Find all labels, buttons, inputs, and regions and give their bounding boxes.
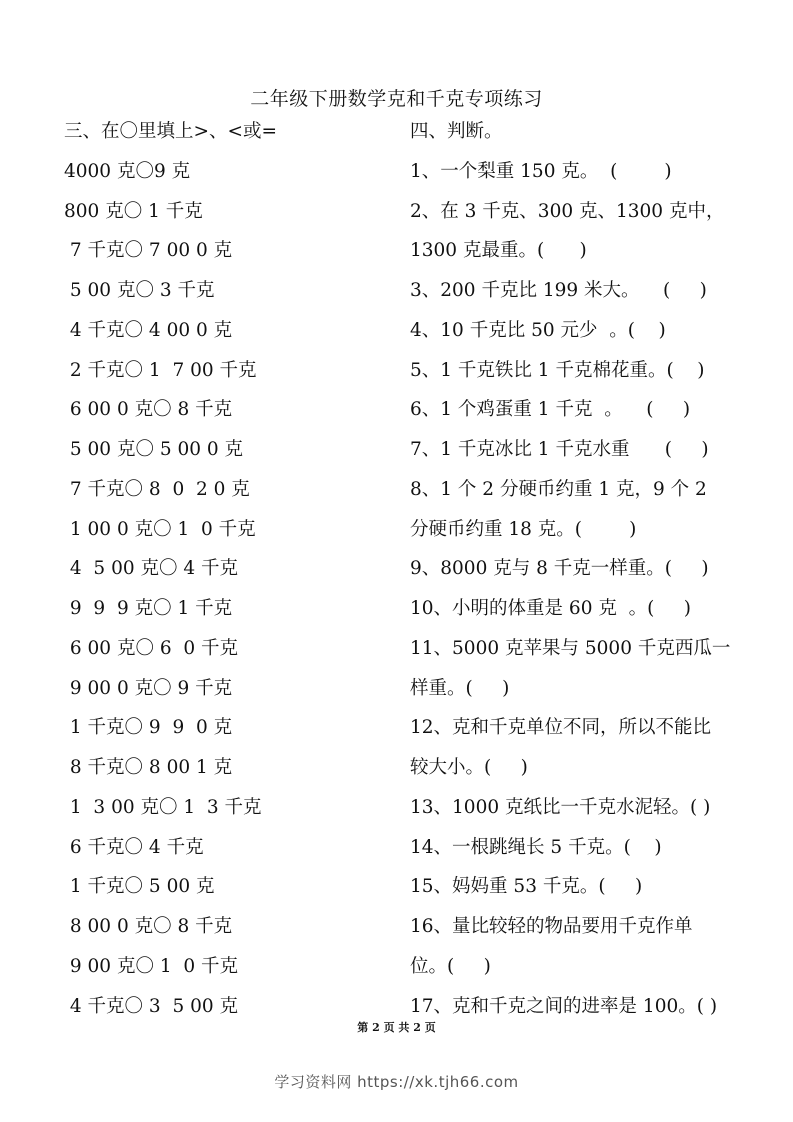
judge-item: 1、一个梨重 150 克。 ( ) [410, 160, 672, 182]
compare-item: 6 千克〇 4 千克 [64, 836, 204, 858]
judge-item: 7、1 千克冰比 1 千克水重 ( ) [410, 439, 709, 460]
compare-item: 800 克〇 1 千克 [64, 200, 203, 222]
judge-item: 1300 克最重。( ) [410, 240, 587, 262]
section-heading-compare: 三、在〇里填上>、<或= [64, 121, 278, 142]
page-footer: 第 2 页 共 2 页 [357, 1021, 436, 1034]
judge-item: 2、在 3 千克、300 克、1300 克中， [410, 200, 725, 222]
compare-item: 4000 克〇9 克 [64, 160, 191, 182]
judge-item: 6、1 个鸡蛋重 1 千克 。 ( ) [410, 399, 691, 421]
compare-item: 1 千克〇 9 9 0 克 [64, 717, 233, 739]
judge-item: 3、200 千克比 199 米大。 ( ) [410, 280, 707, 301]
judge-item: 4、10 千克比 50 元少 。( ) [410, 319, 666, 341]
judge-item: 10、小明的体重是 60 克 。( ) [410, 598, 691, 619]
judge-item: 较大小。( ) [410, 757, 528, 778]
compare-item: 7 千克〇 7 00 0 克 [64, 240, 233, 262]
compare-item: 4 5 00 克〇 4 千克 [64, 558, 239, 580]
right-column [410, 112, 755, 1026]
compare-item: 2 千克〇 1 7 00 千克 [64, 359, 257, 381]
compare-item: 1 千克〇 5 00 克 [64, 876, 215, 898]
judge-item: 分硬币约重 18 克。( ) [410, 518, 637, 540]
compare-item: 4 千克〇 3 5 00 克 [64, 995, 239, 1017]
judge-item: 17、克和千克之间的进率是 100。( ) [410, 995, 718, 1017]
judge-item: 16、量比较轻的物品要用千克作单 [410, 916, 693, 937]
left-column [64, 112, 384, 1026]
watermark-url: 学习资料网 https://xk.tjh66.com [274, 1073, 519, 1091]
compare-item: 4 千克〇 4 00 0 克 [64, 319, 233, 341]
compare-item: 5 00 克〇 3 千克 [64, 280, 215, 301]
judge-item: 8、1 个 2 分硬币约重 1 克，9 个 2 [410, 478, 707, 500]
section-heading-judge: 四、判断。 [410, 121, 503, 142]
compare-item: 8 千克〇 8 00 1 克 [64, 757, 233, 778]
compare-item: 6 00 克〇 6 0 千克 [64, 637, 239, 659]
compare-item: 1 3 00 克〇 1 3 千克 [64, 796, 262, 818]
compare-item: 5 00 克〇 5 00 0 克 [64, 439, 244, 460]
judge-item: 14、一根跳绳长 5 千克。( ) [410, 836, 662, 858]
compare-item: 7 千克〇 8 0 2 0 克 [64, 478, 250, 500]
judge-item: 11、5000 克苹果与 5000 千克西瓜一 [410, 637, 731, 659]
compare-item: 1 00 0 克〇 1 0 千克 [64, 518, 256, 540]
judge-item: 15、妈妈重 53 千克。( ) [410, 876, 643, 898]
judge-item: 位。( ) [410, 955, 491, 977]
page-title: 二年级下册数学克和千克专项练习 [250, 88, 543, 110]
judge-item: 13、1000 克纸比一千克水泥轻。( ) [410, 796, 711, 818]
compare-item: 9 00 0 克〇 9 千克 [64, 677, 233, 699]
compare-item: 6 00 0 克〇 8 千克 [64, 399, 233, 421]
compare-item: 8 00 0 克〇 8 千克 [64, 916, 233, 937]
compare-item: 9 9 9 克〇 1 千克 [64, 598, 233, 619]
judge-item: 12、克和千克单位不同，所以不能比 [410, 717, 712, 739]
judge-item: 样重。( ) [410, 677, 510, 699]
judge-item: 5、1 千克铁比 1 千克棉花重。( ) [410, 359, 705, 381]
judge-item: 9、8000 克与 8 千克一样重。( ) [410, 558, 709, 580]
compare-item: 9 00 克〇 1 0 千克 [64, 955, 239, 977]
